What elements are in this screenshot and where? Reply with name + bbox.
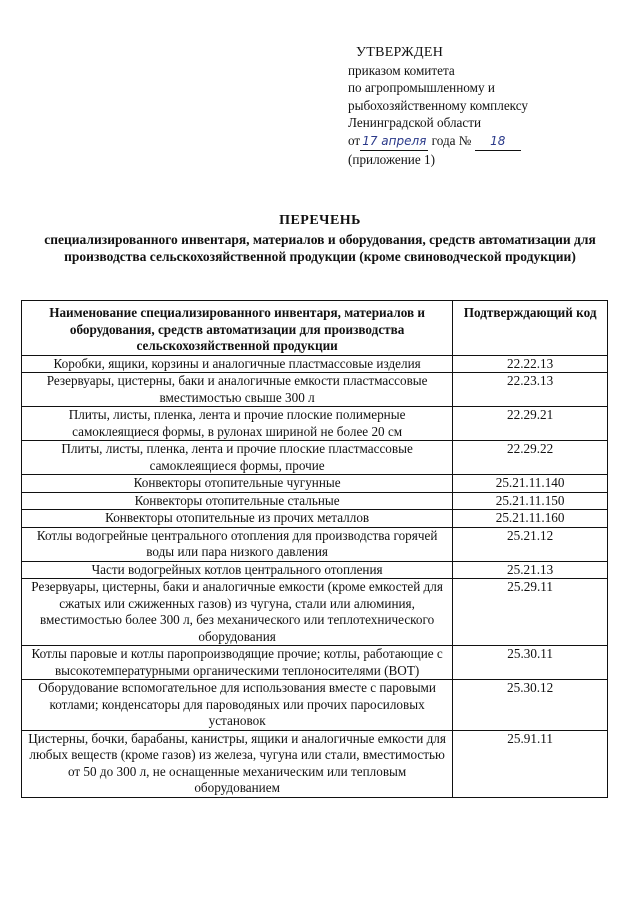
- table-row: [22, 407, 608, 441]
- column-header-name: Наименование специализированного инвентаря, материалов и оборудования, средств автоматизации для производства сельскохозяйственной продукции: [22, 301, 453, 356]
- row-item-code: 22.23.13: [453, 373, 608, 407]
- row-item-code: 22.29.21: [453, 407, 608, 441]
- table-row: [22, 680, 608, 731]
- approval-title: УТВЕРЖДЕН: [356, 45, 444, 60]
- row-item-code: 25.29.11: [453, 579, 608, 646]
- approval-line: приказом комитета: [348, 62, 455, 78]
- row-item-code: 22.22.13: [453, 355, 608, 373]
- equipment-table: [21, 300, 608, 798]
- approval-block: [348, 44, 608, 169]
- handwritten-number: 18: [475, 133, 521, 152]
- row-item-code: 25.21.11.160: [453, 510, 608, 528]
- approval-appendix: (приложение 1): [348, 152, 435, 167]
- table-row: [22, 475, 608, 493]
- table-row: [22, 355, 608, 373]
- approval-line: по агропромышленному и: [348, 80, 495, 95]
- row-item-name: Коробки, ящики, корзины и аналогичные пластмассовые изделия: [22, 355, 453, 373]
- handwritten-date: 17 апреля: [360, 133, 428, 152]
- row-item-code: 25.91.11: [453, 730, 608, 797]
- row-item-code: 25.30.11: [453, 646, 608, 680]
- date-suffix: года №: [431, 132, 472, 148]
- column-header-code: Подтверждающий код: [453, 301, 608, 356]
- date-prefix: от: [348, 132, 361, 148]
- row-item-name: Конвекторы отопительные стальные: [22, 492, 453, 510]
- document-subtitle: специализированного инвентаря, материалов и оборудования, средств автоматизации для производства сельскохозяйственной продукции (кроме свиноводческой продукции): [44, 232, 596, 264]
- row-item-name: Оборудование вспомогательное для использования вместе с паровыми котлами; конденсаторы для пароводяных или прочих паросиловых установок: [22, 680, 453, 731]
- row-item-name: Конвекторы отопительные чугунные: [22, 475, 453, 493]
- table-row: [22, 373, 608, 407]
- row-item-code: 22.29.22: [453, 441, 608, 475]
- table-row: [22, 510, 608, 528]
- row-item-code: 25.21.11.140: [453, 475, 608, 493]
- table-row: [22, 492, 608, 510]
- approval-line: Ленинградской области: [348, 115, 482, 130]
- table-row: [22, 579, 608, 646]
- row-item-code: 25.21.13: [453, 561, 608, 579]
- row-item-code: 25.21.12: [453, 527, 608, 561]
- document-title: ПЕРЕЧЕНЬ: [279, 213, 361, 228]
- table-body: [22, 355, 608, 797]
- table-row: [22, 646, 608, 680]
- row-item-name: Части водогрейных котлов центрального отопления: [22, 561, 453, 579]
- row-item-code: 25.30.12: [453, 680, 608, 731]
- table-row: [22, 561, 608, 579]
- approval-line: рыбохозяйственному комплексу: [348, 97, 529, 113]
- row-item-name: Резервуары, цистерны, баки и аналогичные емкости (кроме емкостей для сжатых или сжиженных газов) из чугуна, стали или алюминия, вместимостью более 300 л, без механического или теплотехнического оборудования: [22, 579, 453, 646]
- table-header-row: [22, 301, 608, 356]
- row-item-code: 25.21.11.150: [453, 492, 608, 510]
- row-item-name: Котлы паровые и котлы паропроизводящие прочие; котлы, работающие с высокотемпературными органическими теплоносителями (ВОТ): [22, 646, 453, 680]
- document-heading: [40, 212, 600, 265]
- table-row: [22, 730, 608, 797]
- row-item-name: Конвекторы отопительные из прочих металлов: [22, 510, 453, 528]
- row-item-name: Резервуары, цистерны, баки и аналогичные емкости пластмассовые вместимостью свыше 300 л: [22, 373, 453, 407]
- row-item-name: Плиты, листы, пленка, лента и прочие плоские полимерные самоклеящиеся формы, в рулонах шириной не более 20 см: [22, 407, 453, 441]
- table-row: [22, 527, 608, 561]
- row-item-name: Котлы водогрейные центрального отопления для производства горячей воды или пара низкого давления: [22, 527, 453, 561]
- row-item-name: Цистерны, бочки, барабаны, канистры, ящики и аналогичные емкости для любых веществ (кроме газов) из железа, чугуна или стали, вместимостью от 50 до 300 л, не оснащенные механическим или тепловым оборудованием: [22, 730, 453, 797]
- approval-date-line: [348, 132, 608, 152]
- row-item-name: Плиты, листы, пленка, лента и прочие плоские пластмассовые самоклеящиеся формы, прочие: [22, 441, 453, 475]
- table-row: [22, 441, 608, 475]
